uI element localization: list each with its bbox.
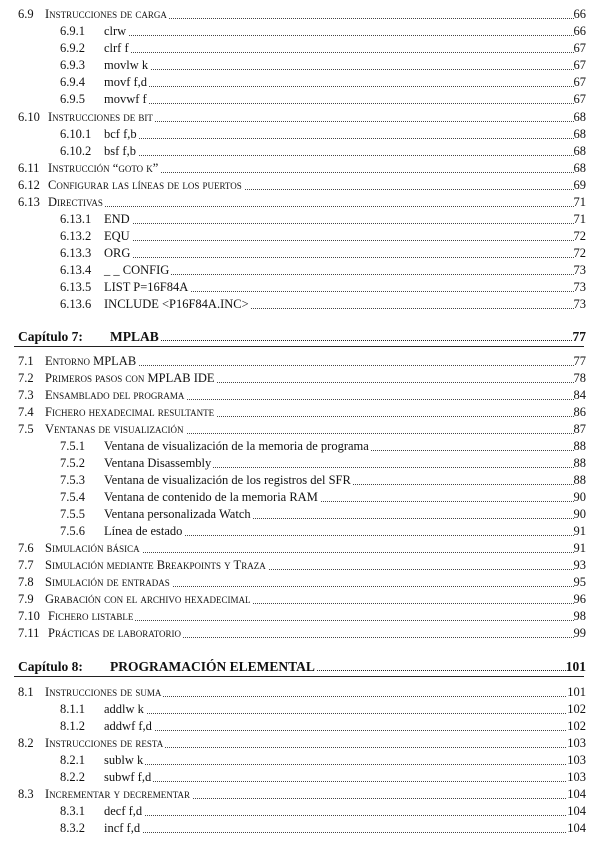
page-number: 99 (573, 626, 586, 640)
entry-title: bcf f,b (104, 127, 137, 141)
entry-number: 8.1.2 (60, 719, 85, 733)
dot-leader (70, 241, 582, 258)
page-number: 71 (573, 212, 586, 226)
page-number: 68 (573, 110, 586, 124)
entry-number: 8.2.2 (60, 770, 85, 784)
entry-number: 7.2 (18, 371, 34, 385)
dot-leader (70, 697, 582, 714)
entry-number: 7.10 (18, 609, 40, 623)
page-number: 104 (567, 821, 586, 835)
entry-title: Ventana de contenido de la memoria RAM (104, 490, 318, 504)
dot-leader (70, 224, 582, 241)
entry-number: 8.1.1 (60, 702, 85, 716)
entry-title: sublw k (104, 753, 144, 767)
entry-number: Capítulo 8: (18, 659, 83, 674)
entry-title: incf f,d (104, 821, 141, 835)
entry-title: subwf f,d (104, 770, 152, 784)
entry-number: 8.3 (18, 787, 34, 801)
page-number: 67 (573, 75, 586, 89)
page-number: 102 (567, 702, 586, 716)
entry-title: Directivas (48, 195, 103, 209)
chapter-entry (0, 658, 600, 675)
entry-number: 6.10.1 (60, 127, 92, 141)
entry-number: 6.13.5 (60, 280, 92, 294)
entry-number: 6.13 (18, 195, 40, 209)
entry-number: 7.8 (18, 575, 34, 589)
subsection-entry (0, 296, 600, 313)
entry-title: Ventana de visualización de los registros del SFR (104, 473, 351, 487)
dot-leader (70, 19, 582, 36)
entry-number: 7.11 (18, 626, 40, 640)
entry-title: Grabación con el archivo hexadecimal (45, 592, 251, 606)
page-number: 104 (567, 804, 586, 818)
entry-title: END (104, 212, 130, 226)
dot-leader (70, 139, 582, 156)
entry-number: 7.9 (18, 592, 34, 606)
page-number: 88 (573, 456, 586, 470)
entry-number: 6.9.2 (60, 41, 85, 55)
entry-title: addlw k (104, 702, 144, 716)
entry-number: 6.13.3 (60, 246, 92, 260)
entry-number: 6.9.4 (60, 75, 85, 89)
entry-title: Ventana de visualización de la memoria de programa (104, 439, 369, 453)
entry-number: 6.13.6 (60, 297, 92, 311)
entry-title: decf f,d (104, 804, 143, 818)
page-number: 67 (573, 58, 586, 72)
entry-number: 6.10.2 (60, 144, 92, 158)
entry-number: 8.3.2 (60, 821, 85, 835)
entry-number: 6.13.4 (60, 263, 92, 277)
page-number: 86 (573, 405, 586, 419)
entry-title: Instrucciones de carga (45, 7, 167, 21)
page-number: 91 (573, 541, 586, 555)
page-number: 102 (567, 719, 586, 733)
entry-title: PROGRAMACIÓN ELEMENTAL (110, 659, 315, 674)
entry-title: movwf f (104, 92, 147, 106)
entry-title: Ensamblado del programa (45, 388, 185, 402)
dot-leader (70, 207, 582, 224)
entry-number: 8.3.1 (60, 804, 85, 818)
entry-title: ORG (104, 246, 131, 260)
entry-number: 6.12 (18, 178, 40, 192)
entry-title: Configurar las líneas de los puertos (48, 178, 242, 192)
dot-leader (70, 36, 582, 53)
page-number: 96 (573, 592, 586, 606)
page-number: 72 (573, 246, 586, 260)
page-number: 77 (573, 354, 586, 368)
entry-title: Fichero hexadecimal resultante (45, 405, 215, 419)
entry-number: 7.5 (18, 422, 34, 436)
entry-title: Ventana Disassembly (104, 456, 212, 470)
page-number: 95 (573, 575, 586, 589)
page-number: 91 (573, 524, 586, 538)
chapter-entry (0, 328, 600, 345)
entry-number: 6.9 (18, 7, 34, 21)
entry-title: clrf f (104, 41, 129, 55)
page-number: 103 (567, 770, 586, 784)
page-number: 88 (573, 439, 586, 453)
entry-number: 6.9.3 (60, 58, 85, 72)
dot-leader (70, 748, 582, 765)
entry-title: EQU (104, 229, 130, 243)
page-number: 88 (573, 473, 586, 487)
page-number: 72 (573, 229, 586, 243)
entry-title: _ _ CONFIG (104, 263, 170, 277)
chapter-divider (14, 346, 584, 347)
page-number: 93 (573, 558, 586, 572)
dot-leader (28, 190, 582, 207)
entry-title: Primeros pasos con MPLAB IDE (45, 371, 215, 385)
page-number: 68 (573, 161, 586, 175)
entry-number: 6.13.1 (60, 212, 92, 226)
dot-leader (70, 122, 582, 139)
entry-title: Instrucción “goto k” (48, 161, 159, 175)
chapter-divider (14, 676, 584, 677)
entry-title: movf f,d (104, 75, 148, 89)
entry-title: Incrementar y decrementar (45, 787, 190, 801)
section-entry (0, 625, 600, 642)
entry-title: movlw k (104, 58, 149, 72)
page-number: 73 (573, 280, 586, 294)
entry-number: 7.3 (18, 388, 34, 402)
entry-number: 7.5.1 (60, 439, 85, 453)
entry-title: Instrucciones de suma (45, 685, 162, 699)
page-number: 71 (573, 195, 586, 209)
page-number: 87 (573, 422, 586, 436)
page-number: 98 (573, 609, 586, 623)
dot-leader (70, 816, 582, 833)
entry-number: 7.7 (18, 558, 34, 572)
entry-number: 8.2 (18, 736, 34, 750)
entry-title: MPLAB (110, 329, 159, 344)
entry-title: Fichero listable (48, 609, 134, 623)
page-number: 66 (573, 24, 586, 38)
page-number: 73 (573, 263, 586, 277)
page-number: 77 (572, 329, 586, 344)
entry-title: Simulación mediante Breakpoints y Traza (45, 558, 266, 572)
entry-title: bsf f,b (104, 144, 136, 158)
entry-number: 6.11 (18, 161, 40, 175)
page-number: 101 (567, 685, 586, 699)
page-number: 90 (573, 507, 586, 521)
page-number: 84 (573, 388, 586, 402)
page-number: 69 (573, 178, 586, 192)
entry-title: INCLUDE <P16F84A.INC> (104, 297, 249, 311)
page-number: 103 (567, 753, 586, 767)
entry-title: clrw (104, 24, 127, 38)
dot-leader (70, 799, 582, 816)
entry-title: Ventana personalizada Watch (104, 507, 251, 521)
entry-title: Instrucciones de resta (45, 736, 164, 750)
entry-title: Simulación de entradas (45, 575, 170, 589)
page-number: 68 (573, 127, 586, 141)
entry-title: Instrucciones de bit (48, 110, 153, 124)
page-number: 73 (573, 297, 586, 311)
page-number: 68 (573, 144, 586, 158)
entry-number: 7.6 (18, 541, 34, 555)
subsection-entry (0, 820, 600, 837)
entry-number: Capítulo 7: (18, 329, 83, 344)
page-number: 101 (565, 659, 586, 674)
entry-title: Ventanas de visualización (45, 422, 184, 436)
entry-number: 7.4 (18, 405, 34, 419)
entry-title: Prácticas de laboratorio (48, 626, 182, 640)
page-number: 67 (573, 41, 586, 55)
entry-number: 6.9.5 (60, 92, 85, 106)
page-number: 90 (573, 490, 586, 504)
entry-title: Simulación básica (45, 541, 140, 555)
entry-number: 7.5.2 (60, 456, 85, 470)
page-number: 103 (567, 736, 586, 750)
entry-number: 8.2.1 (60, 753, 85, 767)
page-number: 104 (567, 787, 586, 801)
entry-number: 8.1 (18, 685, 34, 699)
page-number: 78 (573, 371, 586, 385)
entry-title: addwf f,d (104, 719, 152, 733)
entry-title: LIST P=16F84A (104, 280, 189, 294)
page-number: 67 (573, 92, 586, 106)
entry-number: 7.5.3 (60, 473, 85, 487)
entry-number: 6.13.2 (60, 229, 92, 243)
page-number: 66 (573, 7, 586, 21)
entry-number: 6.10 (18, 110, 40, 124)
entry-number: 7.5.5 (60, 507, 85, 521)
entry-title: Entorno MPLAB (45, 354, 137, 368)
entry-number: 7.5.4 (60, 490, 85, 504)
entry-number: 7.1 (18, 354, 34, 368)
entry-number: 6.9.1 (60, 24, 85, 38)
entry-title: Línea de estado (104, 524, 183, 538)
entry-number: 7.5.6 (60, 524, 85, 538)
